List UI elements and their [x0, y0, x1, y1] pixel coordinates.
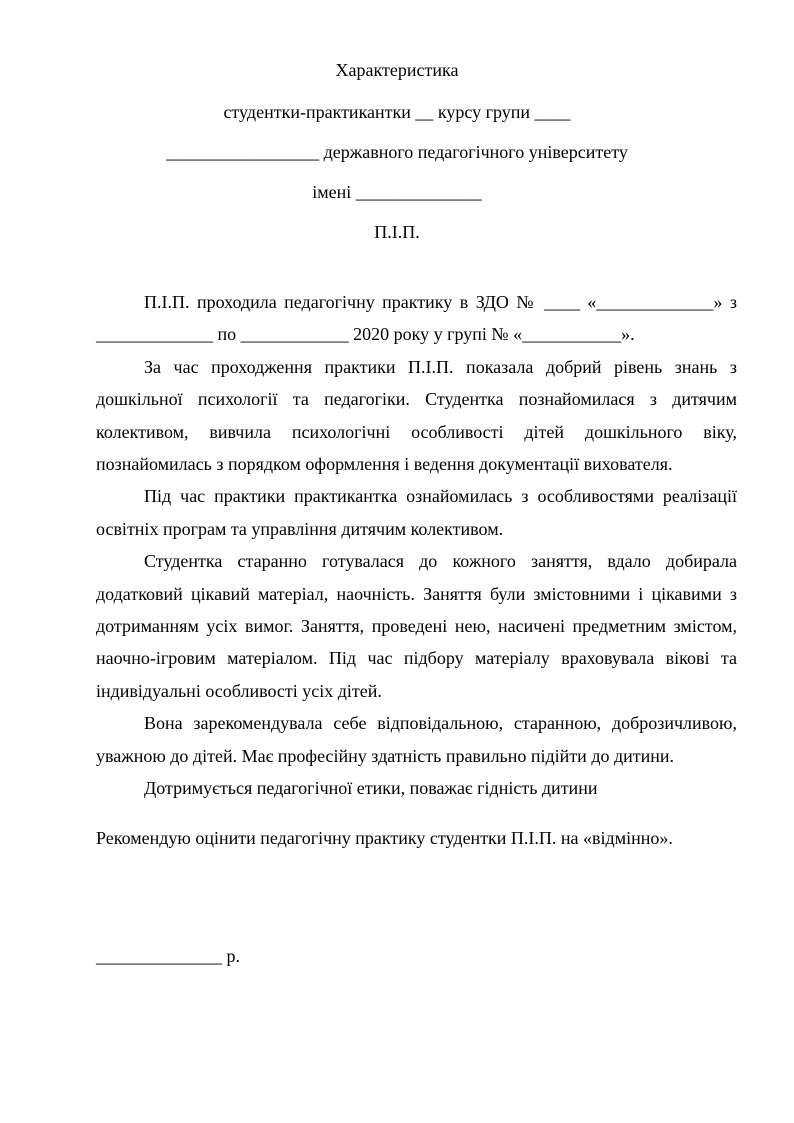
characteristic-body	[96, 286, 737, 805]
paragraph-practice-details: П.І.П. проходила педагогічну практику в ЗДО № ____ «_____________» з _____________ по ____________ 2020 року у групі № «___________».	[96, 292, 737, 345]
paragraph-qualities: Вона зарекомендувала себе відповідальною, старанною, доброзичливою, уважною до дітей. Має професійну здатність правильно підійти до дитини.	[96, 713, 737, 766]
paragraph-ethics: Дотримується педагогічної етики, поважає гідність дитини	[144, 778, 598, 799]
paragraph-lessons: Студентка старанно готувалася до кожного заняття, вдало добирала додатковий цікавий матеріал, наочність. Заняття були змістовними і цікавими з дотриманням усіх вимог. Заняття, проведені нею, насичені предметним змістом, наочно-ігровим матеріалом. Під час підбору матеріалу враховувала вікові та індивідуальні особливості усіх дітей.	[96, 551, 737, 701]
student-course-group-line: студентки-практикантки __ курсу групи ____	[223, 102, 571, 122]
paragraph-programs: Під час практики практикантка ознайомилась з особливостями реалізації освітніх програм та управління дитячим колективом.	[96, 486, 737, 539]
student-name: П.І.П.	[374, 222, 420, 242]
date-line: ______________ р.	[96, 946, 240, 966]
paragraph-knowledge: За час проходження практики П.І.П. показала добрий рівень знань з дошкільної психології та педагогіки. Студентка познайомилася з дитячим колективом, вивчила психологічні особливості дітей дошкільного віку, познайомилась з порядком оформлення і ведення документації вихователя.	[96, 356, 737, 475]
university-name-line: імені ______________	[312, 182, 482, 202]
document-title: Характеристика	[335, 60, 459, 80]
recommendation-line: Рекомендую оцінити педагогічну практику студентки П.І.П. на «відмінно».	[96, 828, 673, 848]
university-line: _________________ державного педагогічного університету	[166, 142, 628, 162]
